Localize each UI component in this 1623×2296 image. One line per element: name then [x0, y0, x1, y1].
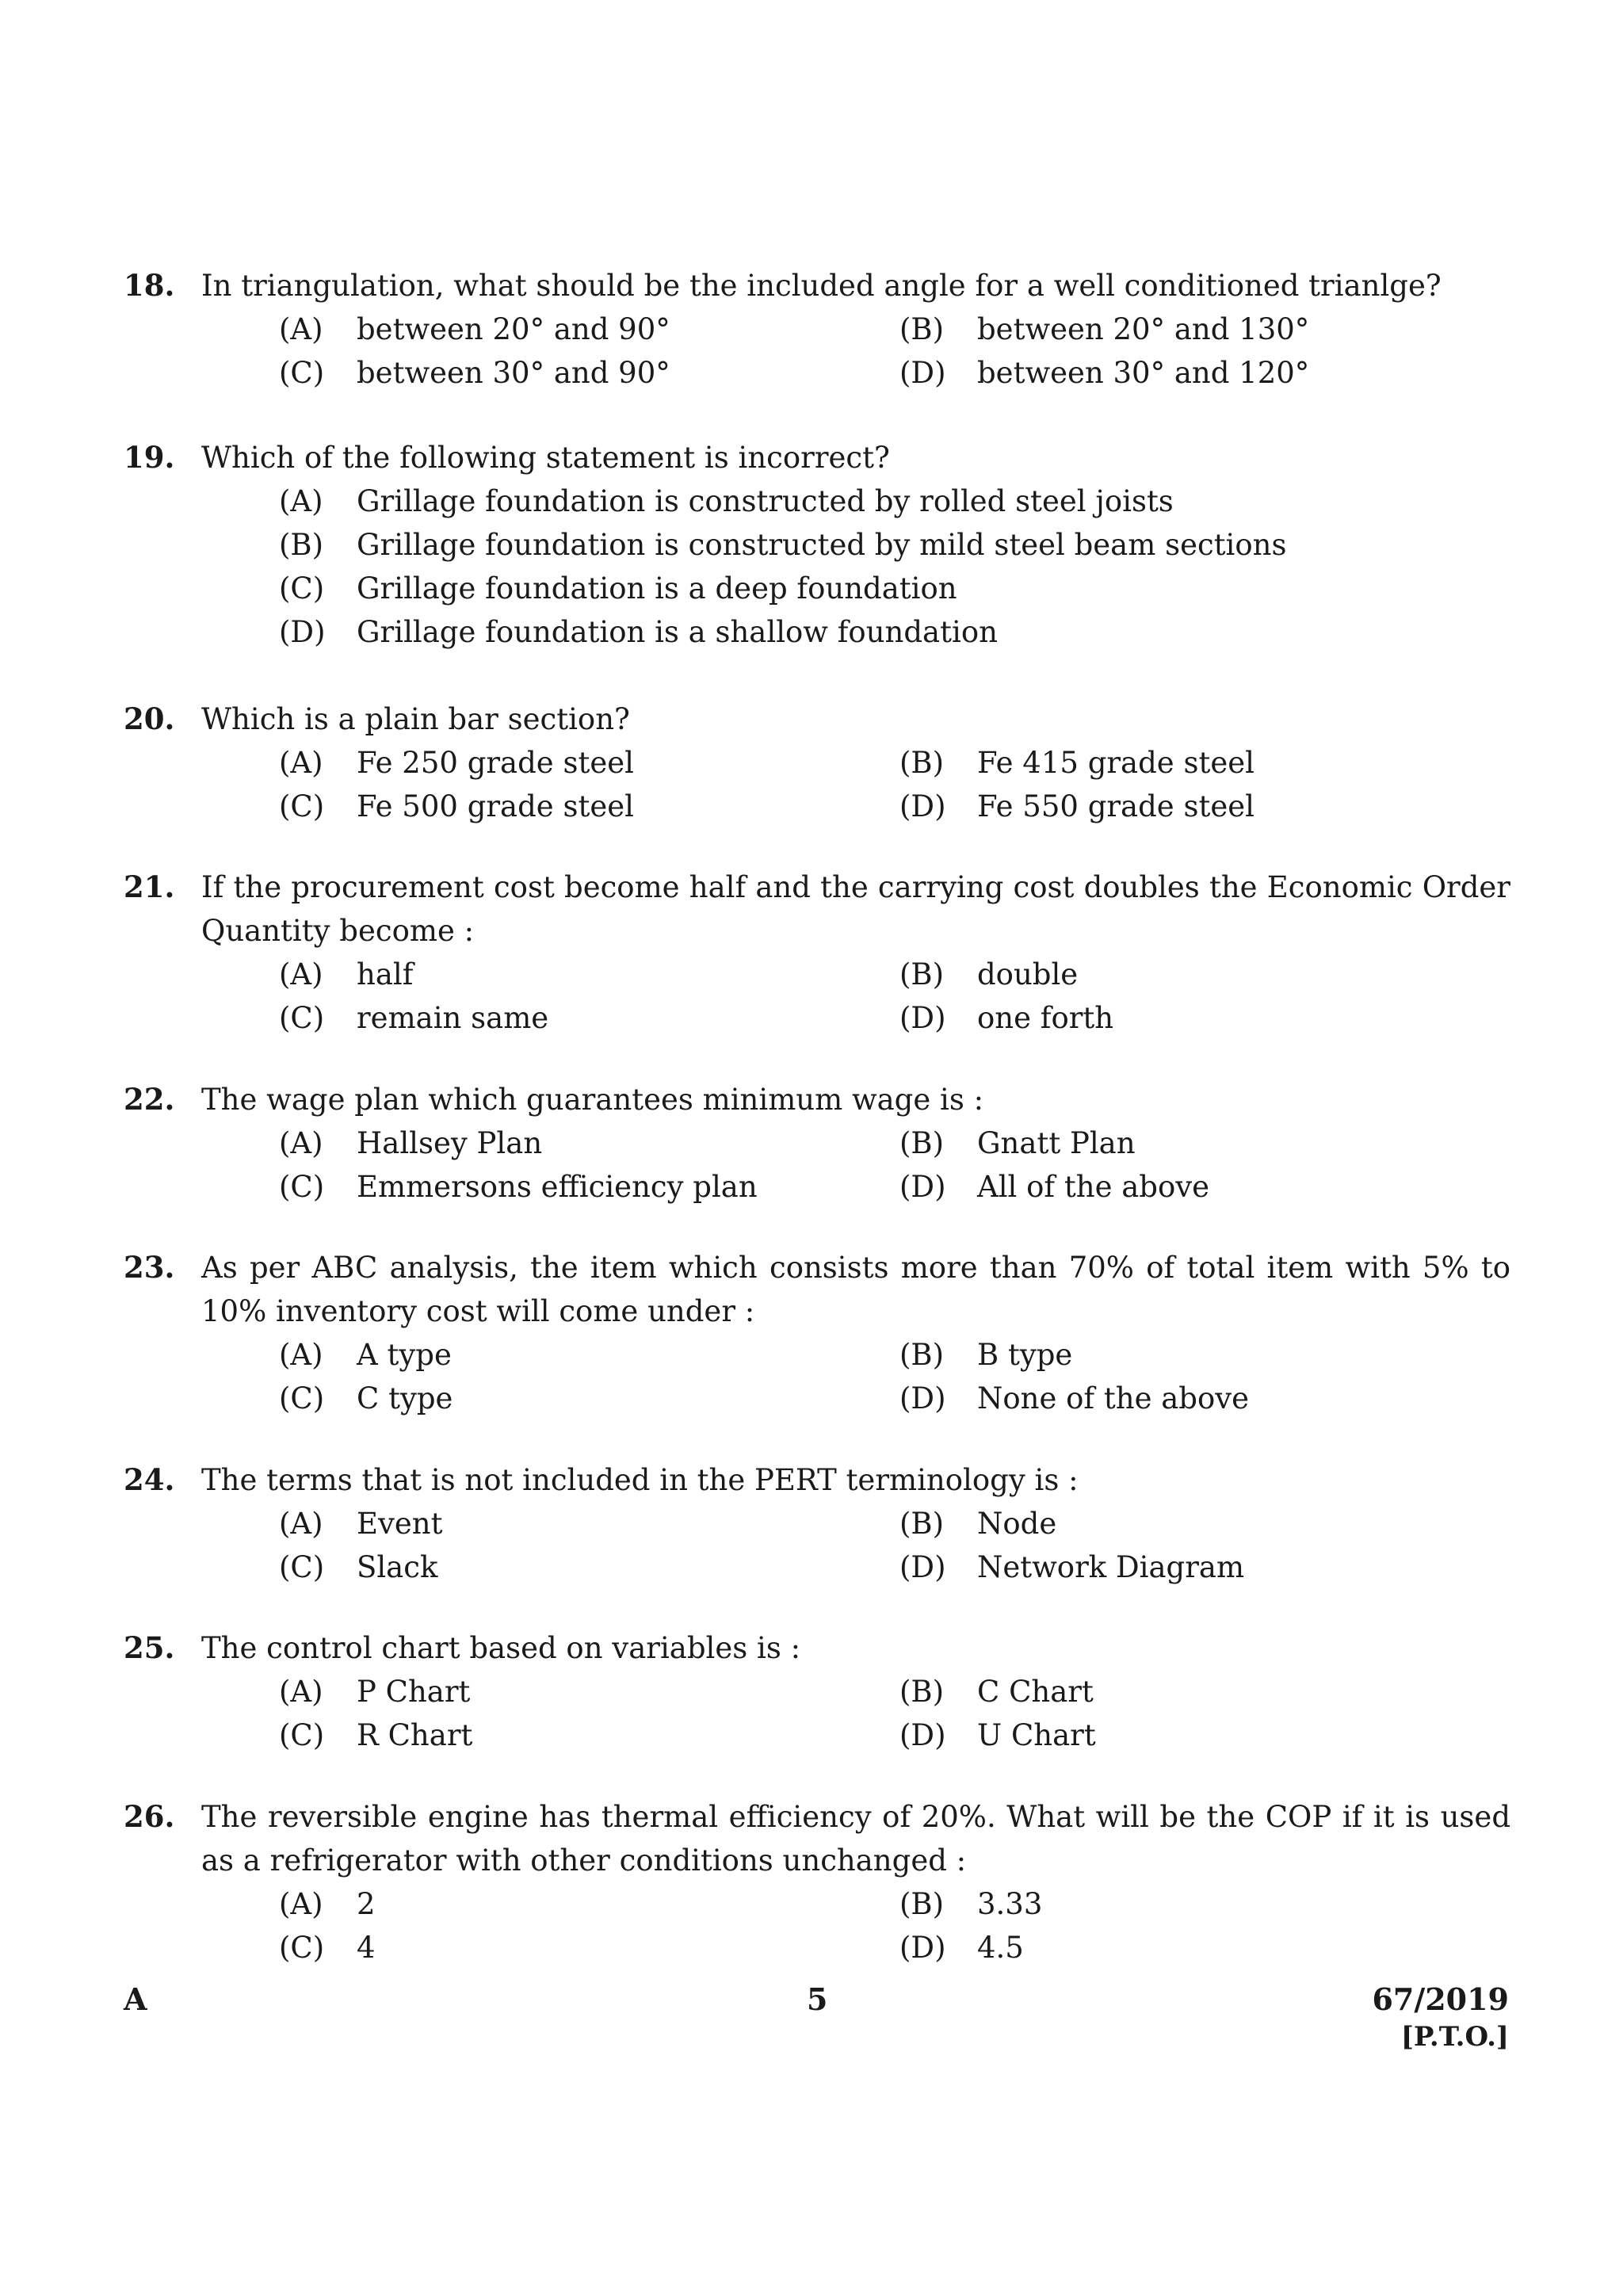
option-row: [279, 1121, 1510, 1165]
option-row: [279, 1165, 1510, 1209]
option-row: [279, 1713, 1510, 1757]
option-c: [279, 1165, 758, 1209]
option-row: [279, 1502, 1510, 1545]
question-text: The reversible engine has thermal efficiency of 20%. What will be the COP if it is used as a refrigerator with other conditions unchanged :: [201, 1800, 1510, 1878]
options-list: [279, 1121, 1510, 1209]
option-row: [279, 567, 1510, 610]
question-text: Which is a plain bar section?: [201, 702, 630, 736]
option-text: Hallsey Plan: [357, 1126, 543, 1160]
option-text: 4.5: [977, 1931, 1024, 1965]
question-19: [124, 436, 1510, 654]
option-label: (B): [899, 1507, 945, 1541]
option-row: [279, 1333, 1510, 1377]
option-label: (B): [899, 1675, 945, 1709]
option-text: between 20° and 130°: [977, 312, 1310, 346]
option-label: (B): [899, 312, 945, 346]
question-text: If the procurement cost become half and the carrying cost doubles the Economic Order Quantity become :: [201, 870, 1510, 948]
option-label: (A): [279, 1126, 323, 1160]
question-text: The terms that is not included in the PERT terminology is :: [201, 1463, 1079, 1497]
option-text: Fe 250 grade steel: [357, 746, 634, 780]
option-text: Event: [357, 1507, 443, 1541]
option-label: (A): [279, 484, 323, 518]
option-d: [899, 1545, 1244, 1589]
option-d: [899, 785, 1254, 828]
options-list: [279, 308, 1510, 395]
question-number: 23.: [124, 1250, 175, 1285]
option-d: [899, 1377, 1249, 1420]
option-row: [279, 308, 1510, 351]
option-label: (D): [899, 356, 946, 390]
option-d: [279, 610, 1510, 654]
option-b: [279, 523, 1510, 567]
option-b: [899, 308, 1309, 351]
option-a: [279, 953, 413, 996]
question-23: [124, 1246, 1510, 1420]
question-number: 21.: [124, 869, 175, 904]
question-number: 25.: [124, 1630, 175, 1665]
option-text: Node: [977, 1507, 1057, 1541]
option-b: [899, 1882, 1042, 1926]
option-label: (B): [899, 957, 945, 991]
option-label: (D): [899, 1381, 946, 1415]
option-text: one forth: [977, 1001, 1114, 1035]
question-number: 24.: [124, 1462, 175, 1497]
option-d: [899, 1713, 1096, 1757]
option-text: Grillage foundation is a shallow foundation: [357, 615, 998, 649]
option-row: [279, 1670, 1510, 1713]
option-a: [279, 741, 634, 785]
option-label: (C): [279, 571, 325, 606]
options-list: [279, 479, 1510, 654]
option-b: [899, 1121, 1136, 1165]
option-text: 4: [357, 1931, 376, 1965]
options-list: [279, 1333, 1510, 1420]
option-c: [279, 1377, 453, 1420]
option-text: U Chart: [977, 1718, 1096, 1752]
option-label: (C): [279, 789, 325, 823]
option-label: (C): [279, 1931, 325, 1965]
option-b: [899, 1333, 1072, 1377]
option-label: (D): [899, 1550, 946, 1584]
option-label: (C): [279, 1381, 325, 1415]
option-text: Fe 500 grade steel: [357, 789, 634, 823]
option-a: [279, 308, 670, 351]
options-list: [279, 1502, 1510, 1589]
option-text: Fe 415 grade steel: [977, 746, 1254, 780]
option-label: (C): [279, 1170, 325, 1204]
option-c: [279, 996, 548, 1040]
series-code: A: [124, 1981, 147, 2017]
option-label: (D): [899, 1170, 946, 1204]
question-21: [124, 865, 1510, 1040]
option-b: [899, 1670, 1094, 1713]
option-a: [279, 1670, 470, 1713]
question-text: The wage plan which guarantees minimum wage is :: [201, 1083, 984, 1117]
question-text: The control chart based on variables is :: [201, 1631, 801, 1665]
option-label: (C): [279, 1718, 325, 1752]
option-c: [279, 351, 670, 395]
option-label: (A): [279, 957, 323, 991]
option-label: (C): [279, 1001, 325, 1035]
option-text: double: [977, 957, 1079, 991]
question-20: [124, 697, 1510, 828]
question-text: As per ABC analysis, the item which consists more than 70% of total item with 5% to 10% inventory cost will come under :: [201, 1251, 1510, 1328]
option-text: A type: [357, 1338, 452, 1372]
option-a: [279, 479, 1510, 523]
option-row: [279, 1882, 1510, 1926]
option-a: [279, 1502, 443, 1545]
paper-code: 67/2019: [1372, 1981, 1509, 2017]
option-text: Network Diagram: [977, 1550, 1245, 1584]
option-d: [899, 996, 1113, 1040]
option-row: [279, 996, 1510, 1040]
option-row: [279, 479, 1510, 523]
option-row: [279, 1926, 1510, 1969]
option-label: (D): [899, 789, 946, 823]
option-c: [279, 567, 1510, 610]
option-text: between 30° and 90°: [357, 356, 670, 390]
option-text: Gnatt Plan: [977, 1126, 1136, 1160]
option-label: (D): [899, 1718, 946, 1752]
option-b: [899, 1502, 1056, 1545]
option-text: All of the above: [977, 1170, 1210, 1204]
option-text: Slack: [357, 1550, 438, 1584]
option-text: 3.33: [977, 1887, 1043, 1921]
option-label: (B): [899, 1126, 945, 1160]
option-label: (A): [279, 746, 323, 780]
option-text: C Chart: [977, 1675, 1094, 1709]
question-24: [124, 1458, 1510, 1589]
option-a: [279, 1121, 542, 1165]
pto-note: [P.T.O.]: [1400, 2021, 1509, 2053]
option-label: (A): [279, 1887, 323, 1921]
option-b: [899, 741, 1254, 785]
option-text: Emmersons efficiency plan: [357, 1170, 758, 1204]
option-text: between 20° and 90°: [357, 312, 670, 346]
question-22: [124, 1078, 1510, 1209]
option-row: [279, 1545, 1510, 1589]
option-row: [279, 610, 1510, 654]
option-text: R Chart: [357, 1718, 473, 1752]
option-label: (A): [279, 1338, 323, 1372]
option-d: [899, 1165, 1209, 1209]
option-text: Grillage foundation is a deep foundation: [357, 571, 957, 606]
question-number: 20.: [124, 701, 175, 736]
question-number: 26.: [124, 1799, 175, 1834]
options-list: [279, 953, 1510, 1040]
option-label: (B): [899, 746, 945, 780]
option-label: (B): [279, 528, 324, 562]
option-c: [279, 1545, 437, 1589]
option-label: (B): [899, 1887, 945, 1921]
options-list: [279, 1670, 1510, 1757]
question-number: 19.: [124, 440, 175, 475]
option-label: (D): [279, 615, 326, 649]
option-a: [279, 1882, 376, 1926]
option-label: (D): [899, 1001, 946, 1035]
option-label: (A): [279, 1507, 323, 1541]
option-d: [899, 1926, 1024, 1969]
option-text: between 30° and 120°: [977, 356, 1310, 390]
option-row: [279, 785, 1510, 828]
option-text: Grillage foundation is constructed by mild steel beam sections: [357, 528, 1287, 562]
option-text: P Chart: [357, 1675, 471, 1709]
option-row: [279, 741, 1510, 785]
question-25: [124, 1626, 1510, 1757]
question-26: [124, 1795, 1510, 1969]
option-label: (A): [279, 312, 323, 346]
option-label: (B): [899, 1338, 945, 1372]
option-text: B type: [977, 1338, 1073, 1372]
option-a: [279, 1333, 452, 1377]
option-text: Grillage foundation is constructed by rolled steel joists: [357, 484, 1174, 518]
option-c: [279, 785, 634, 828]
question-18: [124, 264, 1510, 395]
option-row: [279, 523, 1510, 567]
question-number: 18.: [124, 268, 175, 303]
option-text: Fe 550 grade steel: [977, 789, 1254, 823]
option-row: [279, 1377, 1510, 1420]
option-label: (D): [899, 1931, 946, 1965]
option-row: [279, 953, 1510, 996]
option-c: [279, 1926, 376, 1969]
option-text: remain same: [357, 1001, 549, 1035]
option-text: C type: [357, 1381, 453, 1415]
option-b: [899, 953, 1078, 996]
page-number: 5: [807, 1981, 828, 2017]
option-text: 2: [357, 1887, 376, 1921]
option-row: [279, 351, 1510, 395]
option-text: None of the above: [977, 1381, 1250, 1415]
question-text: In triangulation, what should be the included angle for a well conditioned trianlge?: [201, 269, 1442, 303]
option-d: [899, 351, 1309, 395]
option-label: (C): [279, 356, 325, 390]
options-list: [279, 1882, 1510, 1969]
question-number: 22.: [124, 1082, 175, 1117]
question-text: Which of the following statement is incorrect?: [201, 441, 890, 475]
option-text: half: [357, 957, 414, 991]
options-list: [279, 741, 1510, 828]
option-label: (A): [279, 1675, 323, 1709]
option-label: (C): [279, 1550, 325, 1584]
option-c: [279, 1713, 472, 1757]
